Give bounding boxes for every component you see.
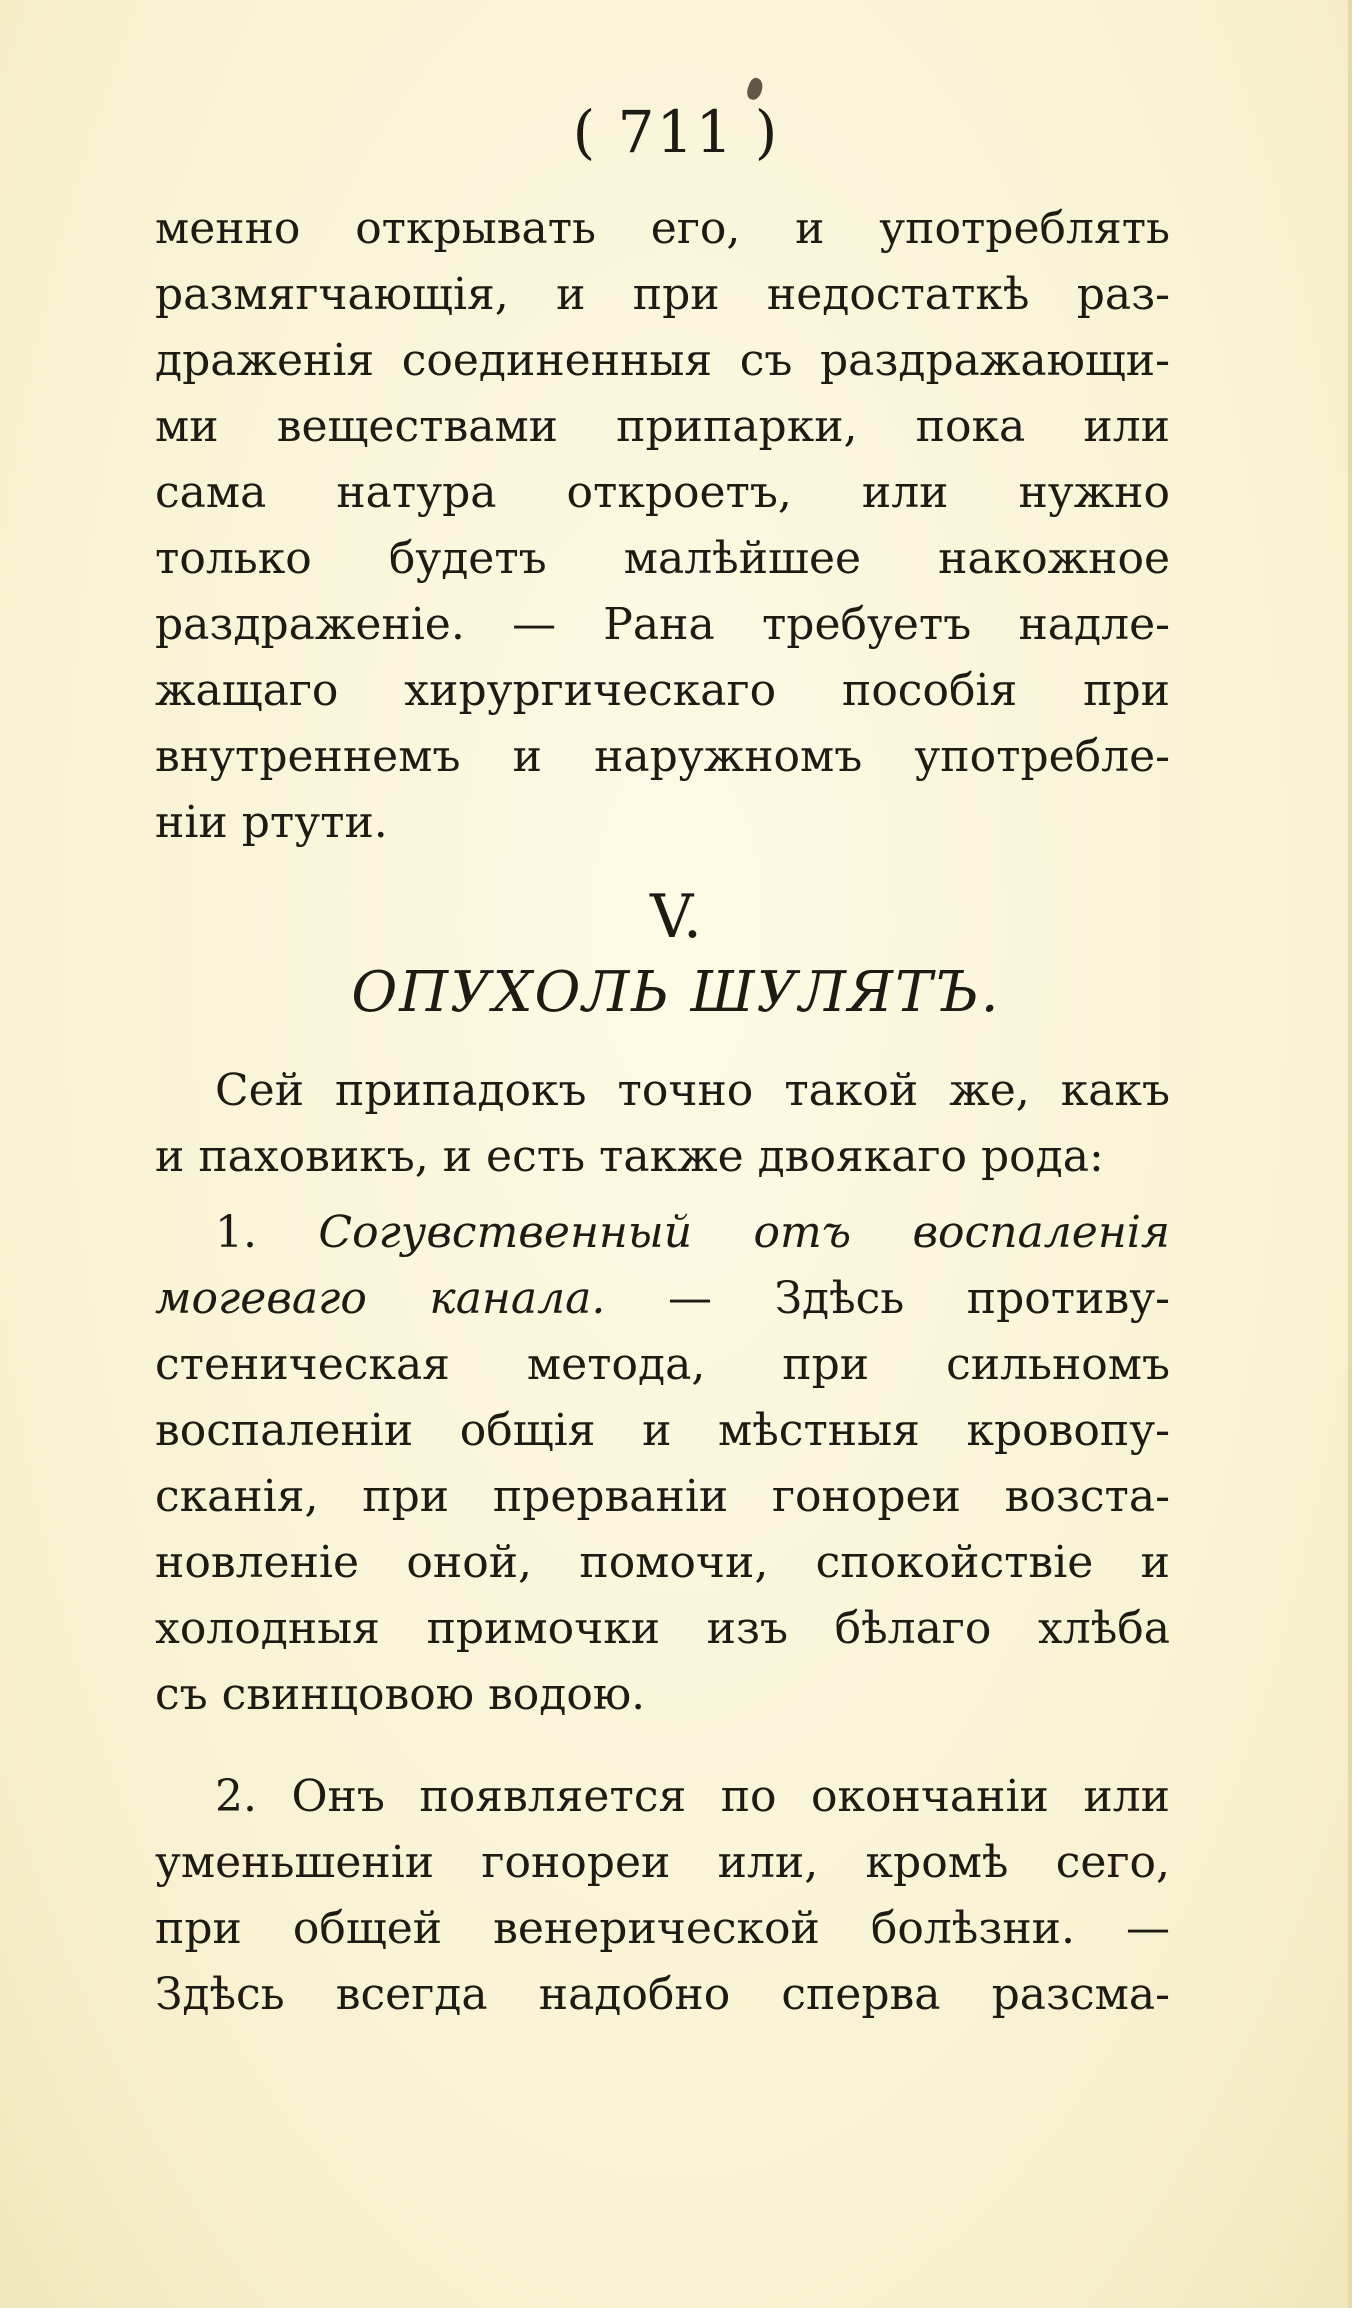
section-number: V. — [650, 882, 702, 952]
text-line: новленіе оной, помочи, спокойствіе и — [155, 1537, 1170, 1588]
list-item-2 — [155, 1764, 1170, 2028]
text-line: только будетъ малѣйшее накожное — [155, 533, 1170, 584]
text-line — [155, 1200, 1170, 1266]
item-number: 1. — [215, 1207, 319, 1258]
text-line: съ свинцовою водою. — [155, 1669, 646, 1720]
text-line: стеническая метода, при сильномъ — [155, 1339, 1170, 1390]
text-line: воспаленіи общія и мѣстныя кровопу- — [155, 1405, 1170, 1456]
text-line: ніи ртути. — [155, 797, 388, 848]
text-line: жащаго хирургическаго пособія при — [155, 665, 1170, 716]
text-line: ми веществами припарки, пока или — [155, 401, 1170, 452]
italic-term: Согувственный отъ воспаленія — [318, 1207, 1171, 1258]
text-line: раздраженіе. — Рана требуетъ надле- — [155, 599, 1170, 650]
text-line: внутреннемъ и наружномъ употребле- — [155, 731, 1170, 782]
text-line: размягчающія, и при недостаткѣ раз- — [155, 269, 1170, 320]
paragraph-intro — [155, 1058, 1170, 1190]
text-line: менно открывать его, и употреблять — [155, 203, 1170, 254]
italic-term: могеваго канала. — [155, 1273, 606, 1324]
text-run: — Здѣсь противу- — [605, 1273, 1170, 1324]
page-edge — [1348, 0, 1352, 2308]
text-line: при общей венерической болѣзни. — — [155, 1903, 1170, 1954]
text-line: сама натура откроетъ, или нужно — [155, 467, 1170, 518]
paragraph-continuation — [155, 196, 1170, 856]
text-line: и паховикъ, и есть также двоякаго рода: — [155, 1131, 1104, 1182]
list-item-1 — [155, 1200, 1170, 1728]
text-line: Здѣсь всегда надобно сперва разсма- — [155, 1969, 1170, 2020]
text-line: 2. Онъ появляется по окончаніи или — [215, 1771, 1170, 1822]
text-line: Сей припадокъ точно такой же, какъ — [215, 1065, 1170, 1116]
text-line — [155, 1266, 1170, 1332]
section-title: ОПУХОЛЬ ШУЛЯТЪ. — [351, 960, 1001, 1025]
text-line: драженія соединенныя съ раздражающи- — [155, 335, 1170, 386]
text-line: холодныя примочки изъ бѣлаго хлѣба — [155, 1603, 1170, 1654]
text-line: уменьшеніи гонореи или, кромѣ сего, — [155, 1837, 1170, 1888]
page-number: ( 711 ) — [572, 98, 780, 166]
text-line: сканія, при прерваніи гонореи возста- — [155, 1471, 1170, 1522]
